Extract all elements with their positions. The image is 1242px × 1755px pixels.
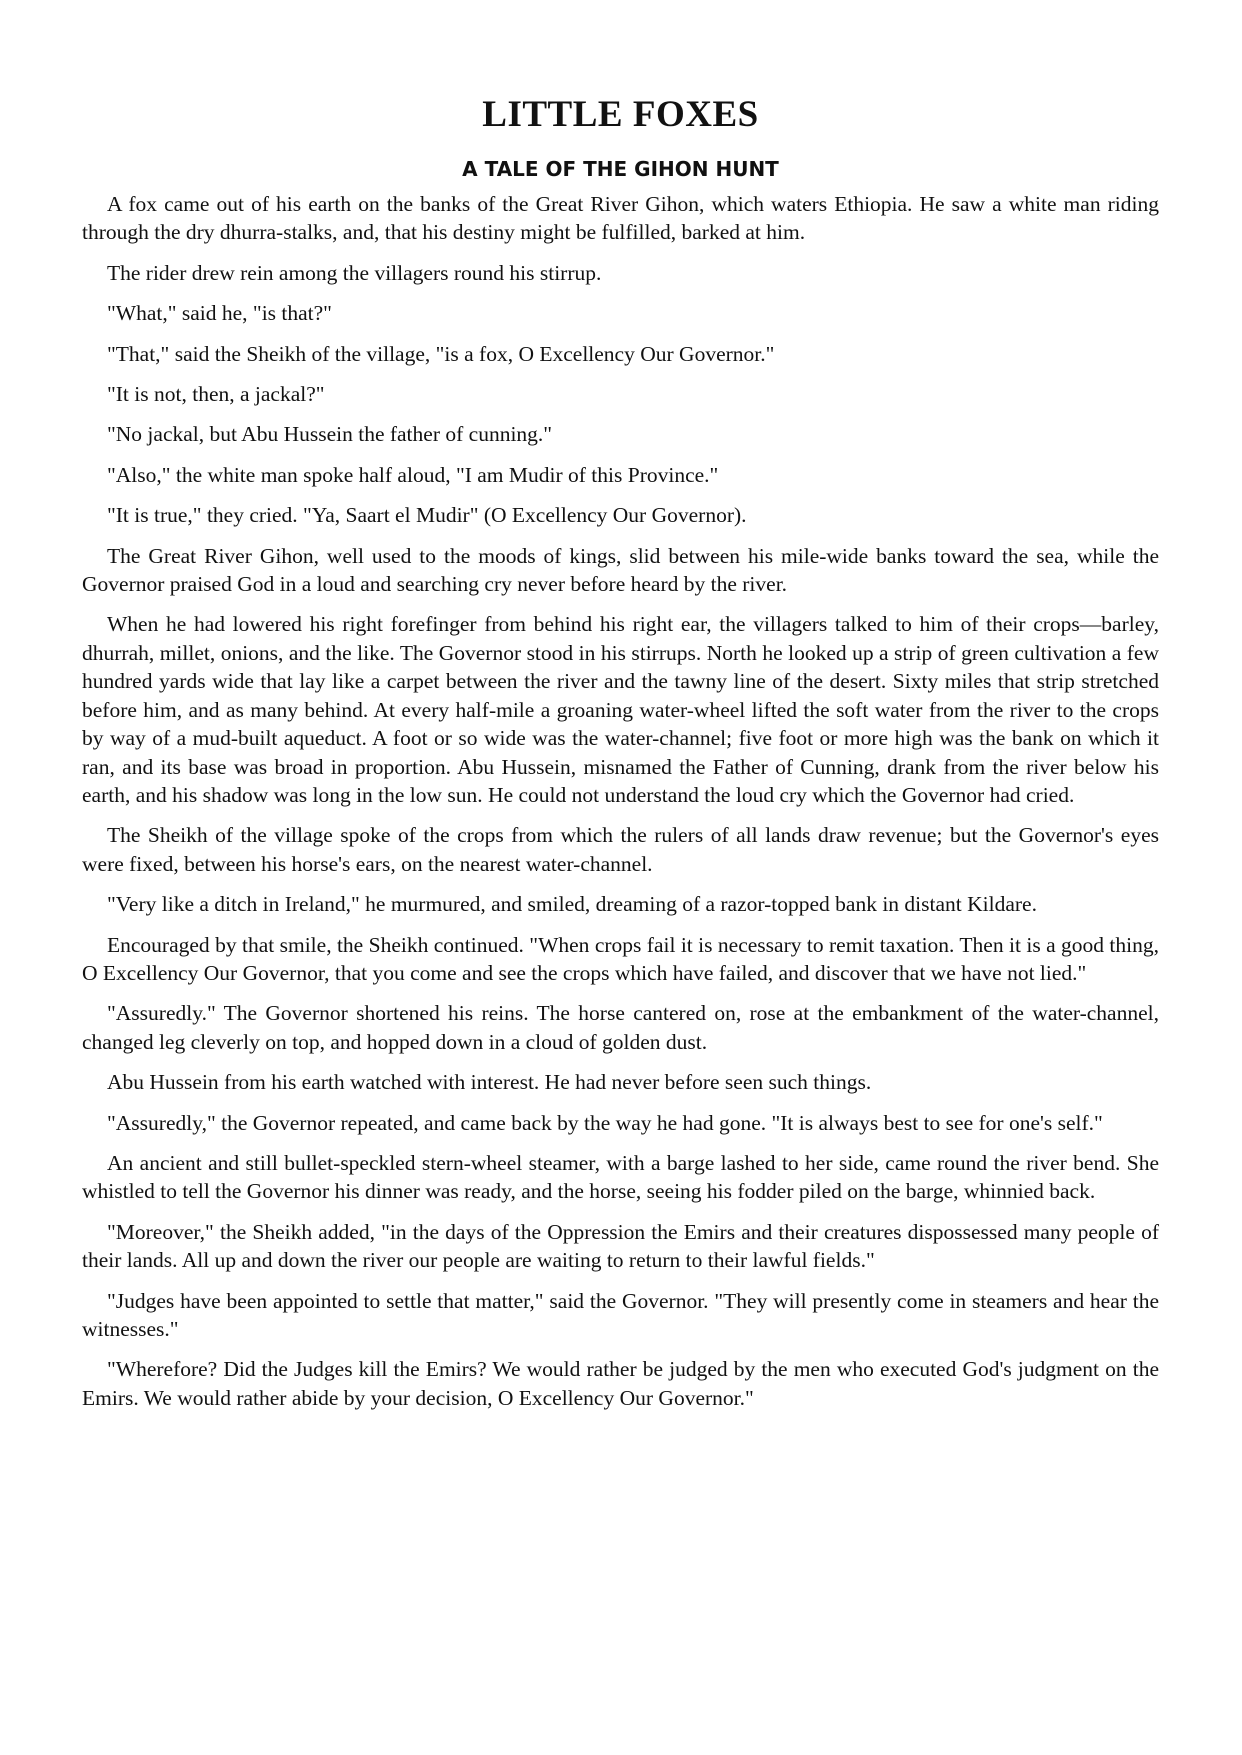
paragraph: Abu Hussein from his earth watched with interest. He had never before seen such things. — [107, 1070, 872, 1095]
paragraph: "It is not, then, a jackal?" — [107, 382, 325, 407]
paragraph: "Moreover," the Sheikh added, "in the days of the Oppression the Emirs and their creatures dispossessed many people of their lands. All up and down the river our people are waiting to return to their lawful fields." — [82, 1219, 1159, 1273]
paragraph: "That," said the Sheikh of the village, "is a fox, O Excellency Our Governor." — [107, 341, 775, 366]
story-body — [82, 190, 1159, 1412]
paragraph: A fox came out of his earth on the banks of the Great River Gihon, which waters Ethiopia. He saw a white man riding through the dry dhurra-stalks, and, that his destiny might be fulfilled, barked at him. — [82, 192, 1159, 245]
page-title: LITTLE FOXES — [482, 94, 759, 135]
paragraph: An ancient and still bullet-speckled stern-wheel steamer, with a barge lashed to her side, came round the river bend. She whistled to tell the Governor his dinner was ready, and the horse, seeing his fodder piled on the barge, whinnied back. — [82, 1150, 1159, 1204]
paragraph: "No jackal, but Abu Hussein the father of cunning." — [107, 422, 553, 447]
paragraph: "It is true," they cried. "Ya, Saart el Mudir" (O Excellency Our Governor). — [107, 503, 747, 528]
paragraph: "Judges have been appointed to settle that matter," said the Governor. "They will presently come in steamers and hear the witnesses." — [82, 1288, 1159, 1341]
paragraph: Encouraged by that smile, the Sheikh continued. "When crops fail it is necessary to remit taxation. Then it is a good thing, O Excellency Our Governor, that you come and see the crops which have failed, and discover that we have not lied." — [82, 932, 1159, 985]
paragraph: The Sheikh of the village spoke of the crops from which the rulers of all lands draw revenue; but the Governor's eyes were fixed, between his horse's ears, on the nearest water-channel. — [82, 823, 1159, 876]
page-subtitle: A TALE OF THE GIHON HUNT — [462, 157, 779, 181]
paragraph: "Very like a ditch in Ireland," he murmured, and smiled, dreaming of a razor-topped bank in distant Kildare. — [107, 892, 1037, 917]
paragraph: "Assuredly," the Governor repeated, and came back by the way he had gone. "It is always best to see for one's self." — [107, 1110, 1103, 1135]
paragraph: The Great River Gihon, well used to the moods of kings, slid between his mile-wide banks toward the sea, while the Governor praised God in a loud and searching cry never before heard by the river. — [82, 543, 1159, 597]
paragraph: "Also," the white man spoke half aloud, "I am Mudir of this Province." — [107, 462, 719, 487]
paragraph: "Assuredly." The Governor shortened his reins. The horse cantered on, rose at the embankment of the water-channel, changed leg cleverly on top, and hopped down in a cloud of golden dust. — [82, 1001, 1159, 1054]
paragraph: The rider drew rein among the villagers round his stirrup. — [107, 260, 602, 285]
paragraph: When he had lowered his right forefinger from behind his right ear, the villagers talked to him of their crops—barley, dhurrah, millet, onions, and the like. The Governor stood in his stirrups. North he looked up a strip of green cultivation a few hundred yards wide that lay like a carpet between the river and the tawny line of the desert. Sixty miles that strip stretched before him, and as many behind. At every half-mile a groaning water-wheel lifted the soft water from the river to the crops by way of a mud-built aqueduct. A foot or so wide was the water-channel; five foot or more high was the bank on which it ran, and its base was broad in proportion. Abu Hussein, misnamed the Father of Cunning, drank from the river below his earth, and his shadow was long in the low sun. He could not understand the loud cry which the Governor had cried. — [82, 612, 1159, 807]
paragraph: "Wherefore? Did the Judges kill the Emirs? We would rather be judged by the men who executed God's judgment on the Emirs. We would rather abide by your decision, O Excellency Our Governor." — [82, 1357, 1159, 1410]
paragraph: "What," said he, "is that?" — [107, 301, 332, 326]
